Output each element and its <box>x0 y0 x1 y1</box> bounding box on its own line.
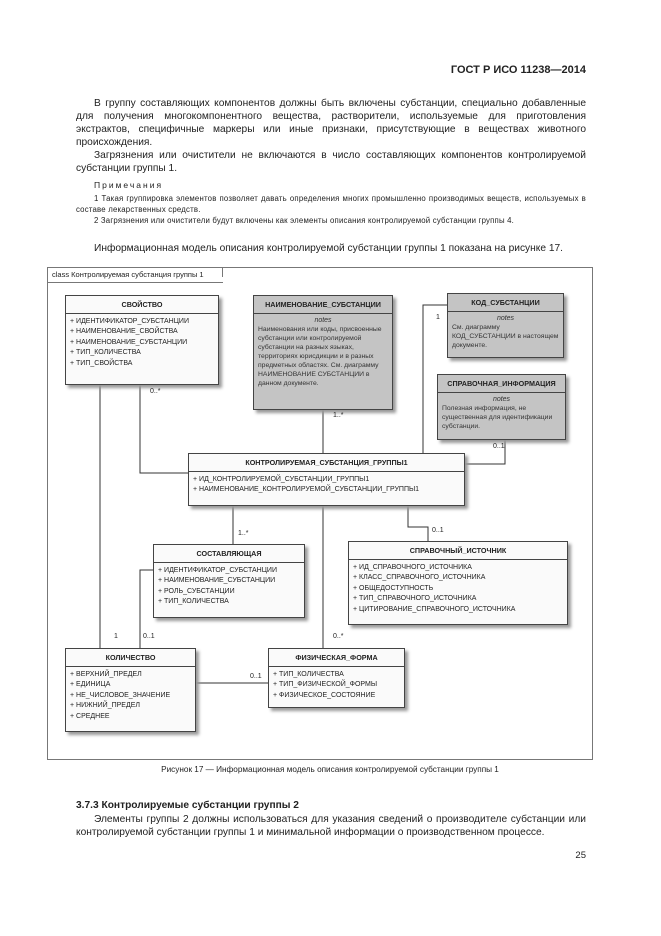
attr-svojstvo-2: + НАИМЕНОВАНИЕ_СВОЙСТВА <box>70 328 178 336</box>
document-header: ГОСТ Р ИСО 11238—2014 <box>450 64 586 76</box>
attr-svojstvo-5: + ТИП_СВОЙСТВА <box>70 359 133 367</box>
attr-kol-5: + СРЕДНЕЕ <box>70 712 110 720</box>
attr-kol-4: + НИЖНИЙ_ПРЕДЕЛ <box>70 702 140 710</box>
attr-fiz-2: + ТИП_ФИЗИЧЕСКОЙ_ФОРМЫ <box>273 681 378 689</box>
class-kod <box>447 293 564 358</box>
attr-sprist-2: + КЛАСС_СПРАВОЧНОГО_ИСТОЧНИКА <box>353 574 486 582</box>
attr-kol-3: + НЕ_ЧИСЛОВОЕ_ЗНАЧЕНИЕ <box>70 691 171 699</box>
attr-sost-2: + НАИМЕНОВАНИЕ_СУБСТАНЦИИ <box>158 577 276 585</box>
class-kod-notes-label: notes <box>496 315 515 322</box>
class-sost-title: СОСТАВЛЯЮЩАЯ <box>154 545 304 563</box>
class-naim <box>253 295 393 410</box>
class-kontr-title: КОНТРОЛИРУЕМАЯ_СУБСТАНЦИЯ_ГРУППЫ1 <box>189 454 464 472</box>
class-svojstvo <box>65 295 219 385</box>
attr-kontr-2: + НАИМЕНОВАНИЕ_КОНТРОЛИРУЕМОЙ_СУБСТАНЦИИ_ГРУППЫ1 <box>193 486 420 494</box>
attr-sost-3: + РОЛЬ_СУБСТАНЦИИ <box>158 587 235 595</box>
page-number: 25 <box>575 850 586 861</box>
attr-svojstvo-1: + ИДЕНТИФИКАТОР_СУБСТАНЦИИ <box>70 318 189 325</box>
class-sprinfo-title: СПРАВОЧНАЯ_ИНФОРМАЦИЯ <box>438 375 565 393</box>
section-title: 3.7.3 Контролируемые субстанции группы 2 <box>76 800 299 811</box>
class-kol <box>65 648 196 732</box>
note-1: 1 Такая группировка элементов позволяет давать определения многих промышленно производимых веществ, используемых в составе лекарственных средств. <box>76 194 586 214</box>
class-sost <box>153 544 305 618</box>
line-kontr-sprist <box>408 504 428 541</box>
mult-sprinfo: 0..1 <box>493 443 505 450</box>
attr-sprist-3: + ОБЩЕДОСТУПНОСТЬ <box>353 584 434 592</box>
attr-sprist-4: + ТИП_СПРАВОЧНОГО_ИСТОЧНИКА <box>353 595 477 603</box>
mult-svojstvo: 0..* <box>150 388 161 395</box>
attr-sost-1: + ИДЕНТИФИКАТОР_СУБСТАНЦИИ <box>158 567 277 574</box>
mult-sprist: 0..1 <box>432 527 444 534</box>
figure-intro: Информационная модель описания контролируемой субстанции группы 1 показана на рисунке 17. <box>94 243 563 254</box>
class-svojstvo-title: СВОЙСТВО <box>66 296 218 314</box>
class-sprinfo <box>437 374 566 440</box>
class-kod-title: КОД_СУБСТАНЦИИ <box>448 294 563 312</box>
paragraph-2: Загрязнения или очистители не включаются в число составляющих компонентов контролируемой субстанции группы 1. <box>76 150 586 174</box>
class-fiz <box>268 648 405 708</box>
attr-sprist-5: + ЦИТИРОВАНИЕ_СПРАВОЧНОГО_ИСТОЧНИКА <box>353 605 516 613</box>
line-svojstvo-kontr <box>140 383 188 473</box>
attr-sost-4: + ТИП_КОЛИЧЕСТВА <box>158 598 229 606</box>
attr-fiz-3: + ФИЗИЧЕСКОЕ_СОСТОЯНИЕ <box>273 691 376 699</box>
attr-kol-2: + ЕДИНИЦА <box>70 681 111 689</box>
mult-kol-left: 1 <box>114 633 118 640</box>
attr-kontr-1: + ИД_КОНТРОЛИРУЕМОЙ_СУБСТАНЦИИ_ГРУППЫ1 <box>193 476 370 483</box>
class-naim-title: НАИМЕНОВАНИЕ_СУБСТАНЦИИ <box>254 296 392 314</box>
mult-kod: 1 <box>436 314 440 321</box>
attr-svojstvo-4: + ТИП_КОЛИЧЕСТВА <box>70 349 141 357</box>
class-kontr <box>188 453 465 506</box>
mult-naim: 1..* <box>333 412 344 419</box>
attr-kol-1: + ВЕРХНИЙ_ПРЕДЕЛ <box>70 671 142 678</box>
class-sprinfo-notes-label: notes <box>492 396 511 403</box>
figure-caption: Рисунок 17 — Информационная модель описания контролируемой субстанции группы 1 <box>161 765 499 774</box>
mult-fiz-top: 0..* <box>333 633 344 640</box>
paragraph-1: В группу составляющих компонентов должны быть включены субстанции, специально добавленные для получения многокомпонентного вещества, растворители, используемые для приготовления экстрактов, специфичные маркеры или иные признаки, присутствующие в веществах животного происхождения. <box>76 98 586 148</box>
class-sprist <box>348 541 568 625</box>
mult-kol-right: 0..1 <box>143 633 155 640</box>
mult-sost: 1..* <box>238 530 249 537</box>
attr-sprist-1: + ИД_СПРАВОЧНОГО_ИСТОЧНИКА <box>353 564 472 571</box>
mult-kol-fiz: 0..1 <box>250 673 262 680</box>
class-kod-notes: См. диаграмму КОД_СУБСТАНЦИИ в настоящем документе. <box>452 324 559 349</box>
attr-svojstvo-3: + НАИМЕНОВАНИЕ_СУБСТАНЦИИ <box>70 338 188 346</box>
class-naim-notes-label: notes <box>314 317 332 324</box>
class-sprinfo-notes: Полезная информация, не существенная для идентификации субстанции. <box>442 405 553 430</box>
class-fiz-title: ФИЗИЧЕСКАЯ_ФОРМА <box>269 649 404 667</box>
section-text: Элементы группы 2 должны использоваться для указания сведений о производителе субстанции или контролируемой субстанции группы 1 и минимальной информации о производственном процессе. <box>76 814 586 838</box>
figure-tab-label: class Контролируемая субстанция группы 1 <box>52 270 204 279</box>
class-naim-notes: Наименования или коды, присвоенные субстанции или контролируемой субстанции на разных языках, территориях юрисдикции и в разных предметных областях. См. диаграмму НАИМЕНОВАНИЕ СУБСТАНЦИИ в данном документе. <box>258 326 382 387</box>
class-kol-title: КОЛИЧЕСТВО <box>66 649 195 667</box>
attr-fiz-1: + ТИП_КОЛИЧЕСТВА <box>273 671 344 678</box>
notes-heading: Примечания <box>94 180 164 190</box>
line-sprinfo-kontr <box>463 438 505 464</box>
class-sprist-title: СПРАВОЧНЫЙ_ИСТОЧНИК <box>349 542 567 560</box>
note-2: 2 Загрязнения или очистители будут включены как элементы описания контролируемой субстанции группы 4. <box>94 216 515 225</box>
